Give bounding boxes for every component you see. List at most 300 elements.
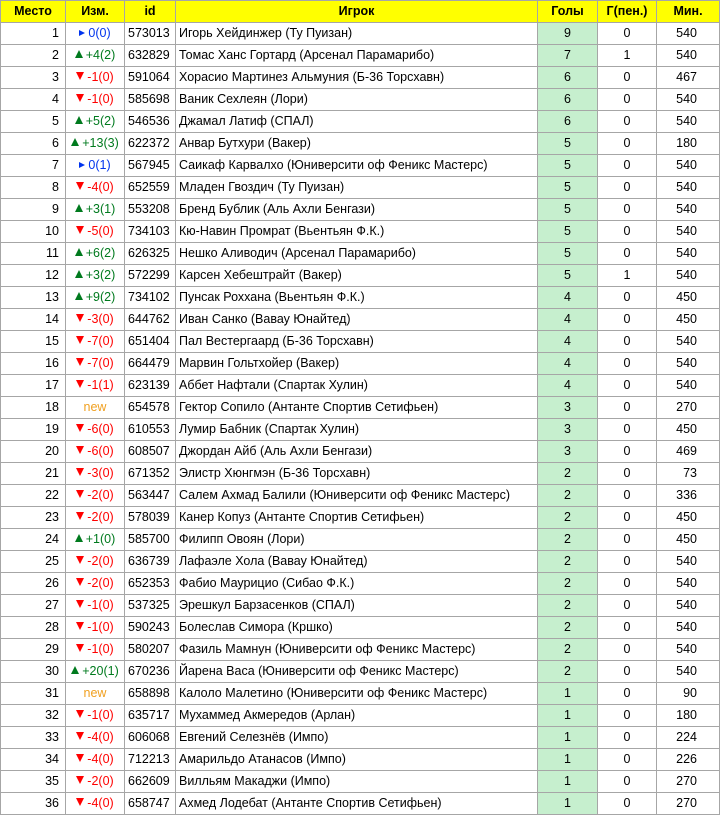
goals-cell: 2 [538,617,598,639]
change-cell [66,67,125,89]
table-row [1,265,720,287]
down-arrow-icon [76,798,84,806]
change-cell [66,617,125,639]
place-cell: 21 [1,463,66,485]
change-cell [66,265,125,287]
down-arrow-icon [76,468,84,476]
change-value: -7(0) [87,334,114,348]
table-row [1,353,720,375]
change-value: +4(2) [85,48,116,62]
place-cell: 7 [1,155,66,177]
id-cell: 652353 [125,573,176,595]
player-cell: Кю-Навин Промрат (Вьентьян Ф.К.) [176,221,538,243]
table-row [1,111,720,133]
table-row [1,507,720,529]
table-row [1,463,720,485]
table-row [1,199,720,221]
down-arrow-icon [76,556,84,564]
down-arrow-icon [76,72,84,80]
goals-cell: 4 [538,331,598,353]
table-body [1,23,720,815]
place-cell: 25 [1,551,66,573]
id-cell: 636739 [125,551,176,573]
id-cell: 652559 [125,177,176,199]
header-id[interactable]: id [125,1,176,23]
down-arrow-icon [76,578,84,586]
player-cell: Лафаэле Хола (Вавау Юнайтед) [176,551,538,573]
mins-cell: 224 [657,727,720,749]
table-row [1,639,720,661]
header-goals[interactable]: Голы [538,1,598,23]
place-cell: 8 [1,177,66,199]
goals-cell: 2 [538,639,598,661]
table-row [1,419,720,441]
id-cell: 563447 [125,485,176,507]
mins-cell: 540 [657,199,720,221]
mins-cell: 90 [657,683,720,705]
change-cell [66,111,125,133]
player-cell: Томас Ханс Гортард (Арсенал Парамарибо) [176,45,538,67]
id-cell: 572299 [125,265,176,287]
id-cell: 712213 [125,749,176,771]
table-header-row [1,1,720,23]
change-cell [66,397,125,419]
change-cell [66,45,125,67]
place-cell: 12 [1,265,66,287]
change-value: -5(0) [87,224,114,238]
pen-cell: 0 [598,727,657,749]
place-cell: 27 [1,595,66,617]
change-cell [66,595,125,617]
change-value: 0(0) [88,26,111,40]
header-place[interactable]: Место [1,1,66,23]
pen-cell: 0 [598,529,657,551]
goals-cell: 7 [538,45,598,67]
table-row [1,243,720,265]
goals-cell: 3 [538,419,598,441]
mins-cell: 540 [657,89,720,111]
goals-cell: 1 [538,749,598,771]
change-cell [66,133,125,155]
table-row [1,771,720,793]
place-cell: 20 [1,441,66,463]
down-arrow-icon [76,94,84,102]
player-cell: Пунсак Роххана (Вьентьян Ф.К.) [176,287,538,309]
table-row [1,155,720,177]
change-value: -1(0) [87,642,114,656]
player-cell: Хорасио Мартинез Альмуния (Б-36 Торсхавн) [176,67,538,89]
pen-cell: 0 [598,595,657,617]
id-cell: 546536 [125,111,176,133]
player-cell: Болеслав Симора (Кршко) [176,617,538,639]
pen-cell: 1 [598,265,657,287]
down-arrow-icon [76,358,84,366]
change-value: -4(0) [87,752,114,766]
goals-cell: 1 [538,727,598,749]
id-cell: 608507 [125,441,176,463]
id-cell: 585698 [125,89,176,111]
change-value: -7(0) [87,356,114,370]
change-cell [66,639,125,661]
change-cell [66,551,125,573]
player-cell: Игорь Хейдинжер (Ту Пуизан) [176,23,538,45]
mins-cell: 226 [657,749,720,771]
player-cell: Амарильдо Атанасов (Импо) [176,749,538,771]
up-arrow-icon [71,138,79,146]
mins-cell: 450 [657,507,720,529]
pen-cell: 0 [598,485,657,507]
mins-cell: 540 [657,639,720,661]
id-cell: 590243 [125,617,176,639]
goals-cell: 5 [538,199,598,221]
table-row [1,573,720,595]
change-cell [66,419,125,441]
goals-cell: 9 [538,23,598,45]
place-cell: 33 [1,727,66,749]
mins-cell: 336 [657,485,720,507]
player-cell: Марвин Гольтхойер (Вакер) [176,353,538,375]
down-arrow-icon [76,732,84,740]
change-cell [66,793,125,815]
change-value: -1(0) [87,70,114,84]
place-cell: 6 [1,133,66,155]
place-cell: 31 [1,683,66,705]
goals-cell: 4 [538,353,598,375]
pen-cell: 0 [598,441,657,463]
pen-cell: 0 [598,287,657,309]
pen-cell: 0 [598,683,657,705]
table-row [1,309,720,331]
pen-cell: 0 [598,67,657,89]
player-cell: Калоло Малетино (Юниверсити оф Феникс Мастерс) [176,683,538,705]
goals-cell: 2 [538,507,598,529]
mins-cell: 450 [657,529,720,551]
mins-cell: 540 [657,551,720,573]
mins-cell: 540 [657,617,720,639]
id-cell: 734103 [125,221,176,243]
place-cell: 19 [1,419,66,441]
player-cell: Вилльям Макаджи (Импо) [176,771,538,793]
mins-cell: 469 [657,441,720,463]
player-cell: Джордан Айб (Аль Ахли Бенгази) [176,441,538,463]
table-row [1,705,720,727]
change-cell [66,309,125,331]
mins-cell: 270 [657,793,720,815]
mins-cell: 540 [657,221,720,243]
place-cell: 4 [1,89,66,111]
table-row [1,45,720,67]
table-row [1,595,720,617]
goals-cell: 4 [538,375,598,397]
change-value: +3(1) [85,202,116,216]
change-value: 0(1) [88,158,111,172]
change-value: +3(2) [85,268,116,282]
up-arrow-icon [71,666,79,674]
id-cell: 591064 [125,67,176,89]
change-value: -2(0) [87,510,114,524]
table-row [1,551,720,573]
header-pen[interactable]: Г(пен.) [598,1,657,23]
player-cell: Канер Копуз (Антанте Спортив Сетифьен) [176,507,538,529]
place-cell: 28 [1,617,66,639]
mins-cell: 540 [657,155,720,177]
change-value: -1(0) [87,708,114,722]
id-cell: 553208 [125,199,176,221]
change-cell [66,507,125,529]
id-cell: 632829 [125,45,176,67]
pen-cell: 0 [598,419,657,441]
down-arrow-icon [76,600,84,608]
id-cell: 644762 [125,309,176,331]
table-row [1,793,720,815]
id-cell: 622372 [125,133,176,155]
pen-cell: 0 [598,551,657,573]
change-value: new [83,400,107,414]
place-cell: 34 [1,749,66,771]
pen-cell: 0 [598,199,657,221]
change-value: +5(2) [85,114,116,128]
pen-cell: 0 [598,573,657,595]
id-cell: 585700 [125,529,176,551]
id-cell: 664479 [125,353,176,375]
pen-cell: 0 [598,331,657,353]
table-row [1,441,720,463]
goals-cell: 6 [538,111,598,133]
goals-cell: 2 [538,551,598,573]
change-cell [66,529,125,551]
place-cell: 16 [1,353,66,375]
goals-cell: 2 [538,485,598,507]
change-cell [66,727,125,749]
pen-cell: 0 [598,111,657,133]
id-cell: 580207 [125,639,176,661]
goals-cell: 1 [538,771,598,793]
change-cell [66,705,125,727]
mins-cell: 540 [657,243,720,265]
goals-cell: 2 [538,463,598,485]
table-row [1,661,720,683]
down-arrow-icon [76,710,84,718]
change-cell [66,683,125,705]
mins-cell: 540 [657,331,720,353]
place-cell: 23 [1,507,66,529]
change-cell [66,155,125,177]
pen-cell: 0 [598,89,657,111]
pen-cell: 0 [598,793,657,815]
player-cell: Иван Санко (Вавау Юнайтед) [176,309,538,331]
change-value: -4(0) [87,180,114,194]
up-arrow-icon [75,204,83,212]
table-row [1,727,720,749]
change-cell [66,749,125,771]
up-arrow-icon [75,270,83,278]
goals-cell: 1 [538,705,598,727]
pen-cell: 0 [598,705,657,727]
id-cell: 606068 [125,727,176,749]
change-value: +13(3) [82,136,119,150]
pen-cell: 0 [598,749,657,771]
id-cell: 734102 [125,287,176,309]
pen-cell: 0 [598,155,657,177]
table-row [1,331,720,353]
header-mins[interactable]: Мин. [657,1,720,23]
player-cell: Нешко Аливодич (Арсенал Парамарибо) [176,243,538,265]
down-arrow-icon [76,512,84,520]
table-row [1,287,720,309]
up-arrow-icon [75,292,83,300]
table-row [1,221,720,243]
mins-cell: 540 [657,23,720,45]
change-cell [66,375,125,397]
place-cell: 1 [1,23,66,45]
table-row [1,177,720,199]
player-cell: Йарена Васа (Юниверсити оф Феникс Мастерс) [176,661,538,683]
place-cell: 36 [1,793,66,815]
place-cell: 15 [1,331,66,353]
mins-cell: 540 [657,111,720,133]
player-cell: Элистр Хюнгмэн (Б-36 Торсхавн) [176,463,538,485]
mins-cell: 540 [657,595,720,617]
change-cell [66,243,125,265]
down-arrow-icon [76,622,84,630]
place-cell: 3 [1,67,66,89]
goals-cell: 5 [538,177,598,199]
table-row [1,683,720,705]
player-cell: Карсен Хебештрайт (Вакер) [176,265,538,287]
goals-cell: 6 [538,89,598,111]
same-arrow-icon [79,30,85,36]
player-cell: Евгений Селезнёв (Импо) [176,727,538,749]
mins-cell: 180 [657,705,720,727]
pen-cell: 0 [598,617,657,639]
id-cell: 573013 [125,23,176,45]
place-cell: 5 [1,111,66,133]
place-cell: 2 [1,45,66,67]
player-cell: Гектор Сопило (Антанте Спортив Сетифьен) [176,397,538,419]
pen-cell: 0 [598,661,657,683]
change-cell [66,463,125,485]
player-cell: Мухаммед Акмередов (Арлан) [176,705,538,727]
mins-cell: 450 [657,419,720,441]
place-cell: 18 [1,397,66,419]
id-cell: 658747 [125,793,176,815]
id-cell: 635717 [125,705,176,727]
change-cell [66,353,125,375]
change-cell [66,23,125,45]
change-value: -4(0) [87,796,114,810]
mins-cell: 540 [657,45,720,67]
goals-cell: 5 [538,133,598,155]
pen-cell: 0 [598,353,657,375]
place-cell: 22 [1,485,66,507]
change-value: -3(0) [87,312,114,326]
place-cell: 26 [1,573,66,595]
goals-cell: 5 [538,155,598,177]
player-cell: Филипп Овоян (Лори) [176,529,538,551]
change-value: new [83,686,107,700]
table-row [1,67,720,89]
mins-cell: 180 [657,133,720,155]
id-cell: 670236 [125,661,176,683]
goals-cell: 2 [538,573,598,595]
table-row [1,89,720,111]
pen-cell: 0 [598,771,657,793]
player-cell: Салем Ахмад Балили (Юниверсити оф Феникс Мастерс) [176,485,538,507]
pen-cell: 0 [598,375,657,397]
up-arrow-icon [75,248,83,256]
table-row [1,397,720,419]
goals-cell: 5 [538,243,598,265]
header-player[interactable]: Игрок [176,1,538,23]
pen-cell: 0 [598,221,657,243]
down-arrow-icon [76,226,84,234]
table-row [1,529,720,551]
table-row [1,133,720,155]
id-cell: 610553 [125,419,176,441]
goals-cell: 3 [538,441,598,463]
change-value: -1(0) [87,92,114,106]
header-change[interactable]: Изм. [66,1,125,23]
goals-cell: 5 [538,265,598,287]
player-cell: Ахмед Лодебат (Антанте Спортив Сетифьен) [176,793,538,815]
down-arrow-icon [76,380,84,388]
place-cell: 30 [1,661,66,683]
goals-cell: 1 [538,793,598,815]
goals-cell: 6 [538,67,598,89]
down-arrow-icon [76,314,84,322]
id-cell: 671352 [125,463,176,485]
change-value: +6(2) [85,246,116,260]
mins-cell: 540 [657,265,720,287]
change-value: -2(0) [87,488,114,502]
table-row [1,375,720,397]
player-cell: Аббет Нафтали (Спартак Хулин) [176,375,538,397]
change-value: +9(2) [85,290,116,304]
change-value: -1(0) [87,598,114,612]
player-cell: Бренд Бублик (Аль Ахли Бенгази) [176,199,538,221]
id-cell: 567945 [125,155,176,177]
table-row [1,749,720,771]
change-cell [66,771,125,793]
change-value: -6(0) [87,444,114,458]
down-arrow-icon [76,644,84,652]
down-arrow-icon [76,336,84,344]
table-row [1,617,720,639]
player-cell: Лумир Бабник (Спартак Хулин) [176,419,538,441]
pen-cell: 0 [598,243,657,265]
player-cell: Младен Гвоздич (Ту Пуизан) [176,177,538,199]
pen-cell: 0 [598,133,657,155]
change-cell [66,485,125,507]
place-cell: 14 [1,309,66,331]
place-cell: 9 [1,199,66,221]
change-cell [66,177,125,199]
goals-cell: 2 [538,661,598,683]
place-cell: 11 [1,243,66,265]
change-value: -1(1) [87,378,114,392]
change-value: -1(0) [87,620,114,634]
goals-cell: 1 [538,683,598,705]
change-value: +20(1) [82,664,119,678]
mins-cell: 540 [657,353,720,375]
id-cell: 626325 [125,243,176,265]
player-cell: Джамал Латиф (СПАЛ) [176,111,538,133]
goals-cell: 5 [538,221,598,243]
mins-cell: 540 [657,177,720,199]
id-cell: 537325 [125,595,176,617]
change-value: -6(0) [87,422,114,436]
table-row [1,485,720,507]
